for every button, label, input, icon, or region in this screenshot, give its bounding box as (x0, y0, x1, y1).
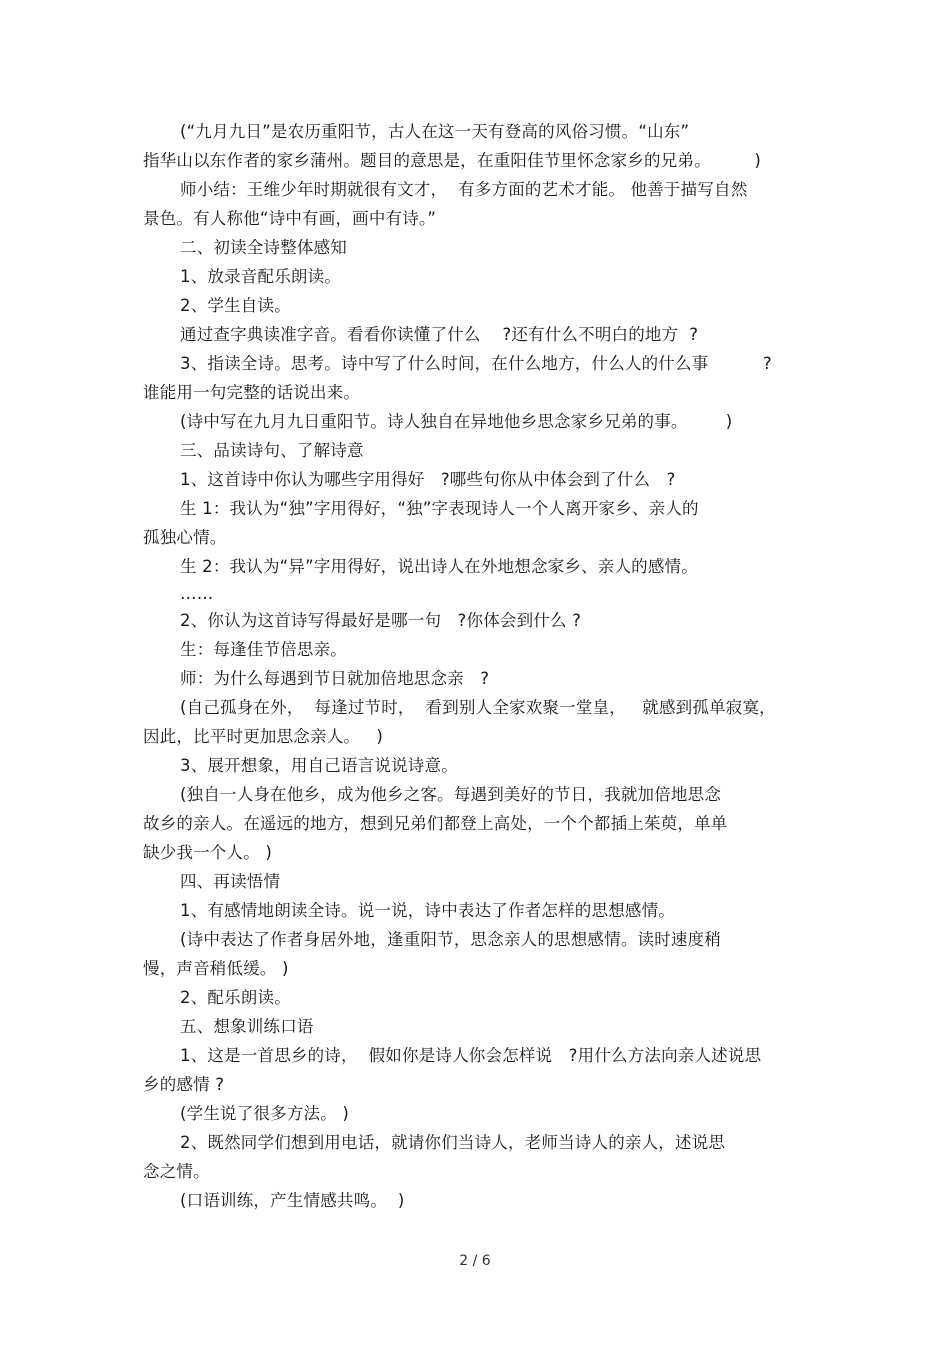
text-line: (口语训练，产生情感共鸣。 ) (180, 1191, 405, 1210)
text-line: (自己孤身在外， 每逢过节时， 看到别人全家欢聚一堂皇， 就感到孤单寂寞， (180, 698, 776, 717)
page-number: 2 / 6 (459, 1253, 491, 1269)
text-line: 慢，声音稍低缓。 ) (143, 959, 289, 978)
text-line: (独自一人身在他乡，成为他乡之客。每遇到美好的节日，我就加倍地思念 (180, 785, 722, 804)
text-line: 2、学生自读。 (180, 296, 291, 315)
text-line: 生 1：我认为“独”字用得好，“独”字表现诗人一个人离开家乡、亲人的 (180, 499, 699, 518)
text-line: 2、既然同学们想到用电话，就请你们当诗人，老师当诗人的亲人，述说思 (180, 1133, 726, 1152)
text-line: 孤独心情。 (143, 528, 227, 547)
text-line: 生 2：我认为“异”字用得好，说出诗人在外地想念家乡、亲人的感情。 (180, 557, 698, 576)
text-line: (“九月九日”是农历重阳节，古人在这一天有登高的风俗习惯。“山东” (180, 122, 690, 141)
text-line: 通过查字典读准字音。看看你读懂了什么 ?还有什么不明白的地方 ? (180, 325, 699, 344)
text-line: 因此，比平时更加思念亲人。 ) (143, 727, 384, 746)
text-line: 2、配乐朗读。 (180, 988, 291, 1007)
text-line: (诗中表达了作者身居外地，逢重阳节，思念亲人的思想感情。读时速度稍 (180, 930, 722, 949)
text-line: 1、放录音配乐朗读。 (180, 267, 341, 286)
section-heading: 二、初读全诗整体感知 (180, 238, 347, 257)
text-line: (诗中写在九月九日重阳节。诗人独自在异地他乡思念家乡兄弟的事。 ) (180, 412, 733, 431)
text-line: 故乡的亲人。在遥远的地方，想到兄弟们都登上高处，一个个都插上茱萸，单单 (143, 814, 728, 833)
text-line: (学生说了很多方法。 ) (180, 1104, 350, 1123)
section-heading: 三、品读诗句、了解诗意 (180, 441, 364, 460)
section-heading: 四、再读悟情 (180, 872, 281, 891)
text-line: …… (180, 584, 214, 603)
text-line: 师小结：王维少年时期就很有文才， 有多方面的艺术才能。 他善于描写自然 (180, 180, 748, 199)
text-line: 指华山以东作者的家乡蒲州。题目的意思是，在重阳佳节里怀念家乡的兄弟。 ) (143, 151, 761, 170)
text-line: 缺少我一个人。 ) (143, 843, 272, 862)
text-line: 谁能用一句完整的话说出来。 (143, 383, 361, 402)
text-line: 师：为什么每遇到节日就加倍地思念亲 ? (180, 669, 490, 688)
text-line: 念之情。 (143, 1162, 210, 1181)
text-line: 生：每逢佳节倍思亲。 (180, 640, 347, 659)
text-line: 3、指读全诗。思考。诗中写了什么时间，在什么地方，什么人的什么事 ? (180, 354, 772, 373)
text-line: 乡的感情 ? (143, 1075, 225, 1094)
text-line: 1、这是一首思乡的诗， 假如你是诗人你会怎样说 ?用什么方法向亲人述说思 (180, 1046, 762, 1065)
text-line: 3、展开想象，用自己语言说说诗意。 (180, 756, 458, 775)
text-line: 1、有感情地朗读全诗。说一说，诗中表达了作者怎样的思想感情。 (180, 901, 675, 920)
text-line: 景色。有人称他“诗中有画，画中有诗。” (143, 209, 437, 228)
text-line: 1、这首诗中你认为哪些字用得好 ?哪些句你从中体会到了什么 ? (180, 470, 676, 489)
section-heading: 五、想象训练口语 (180, 1017, 314, 1036)
text-line: 2、你认为这首诗写得最好是哪一句 ?你体会到什么 ? (180, 611, 582, 630)
